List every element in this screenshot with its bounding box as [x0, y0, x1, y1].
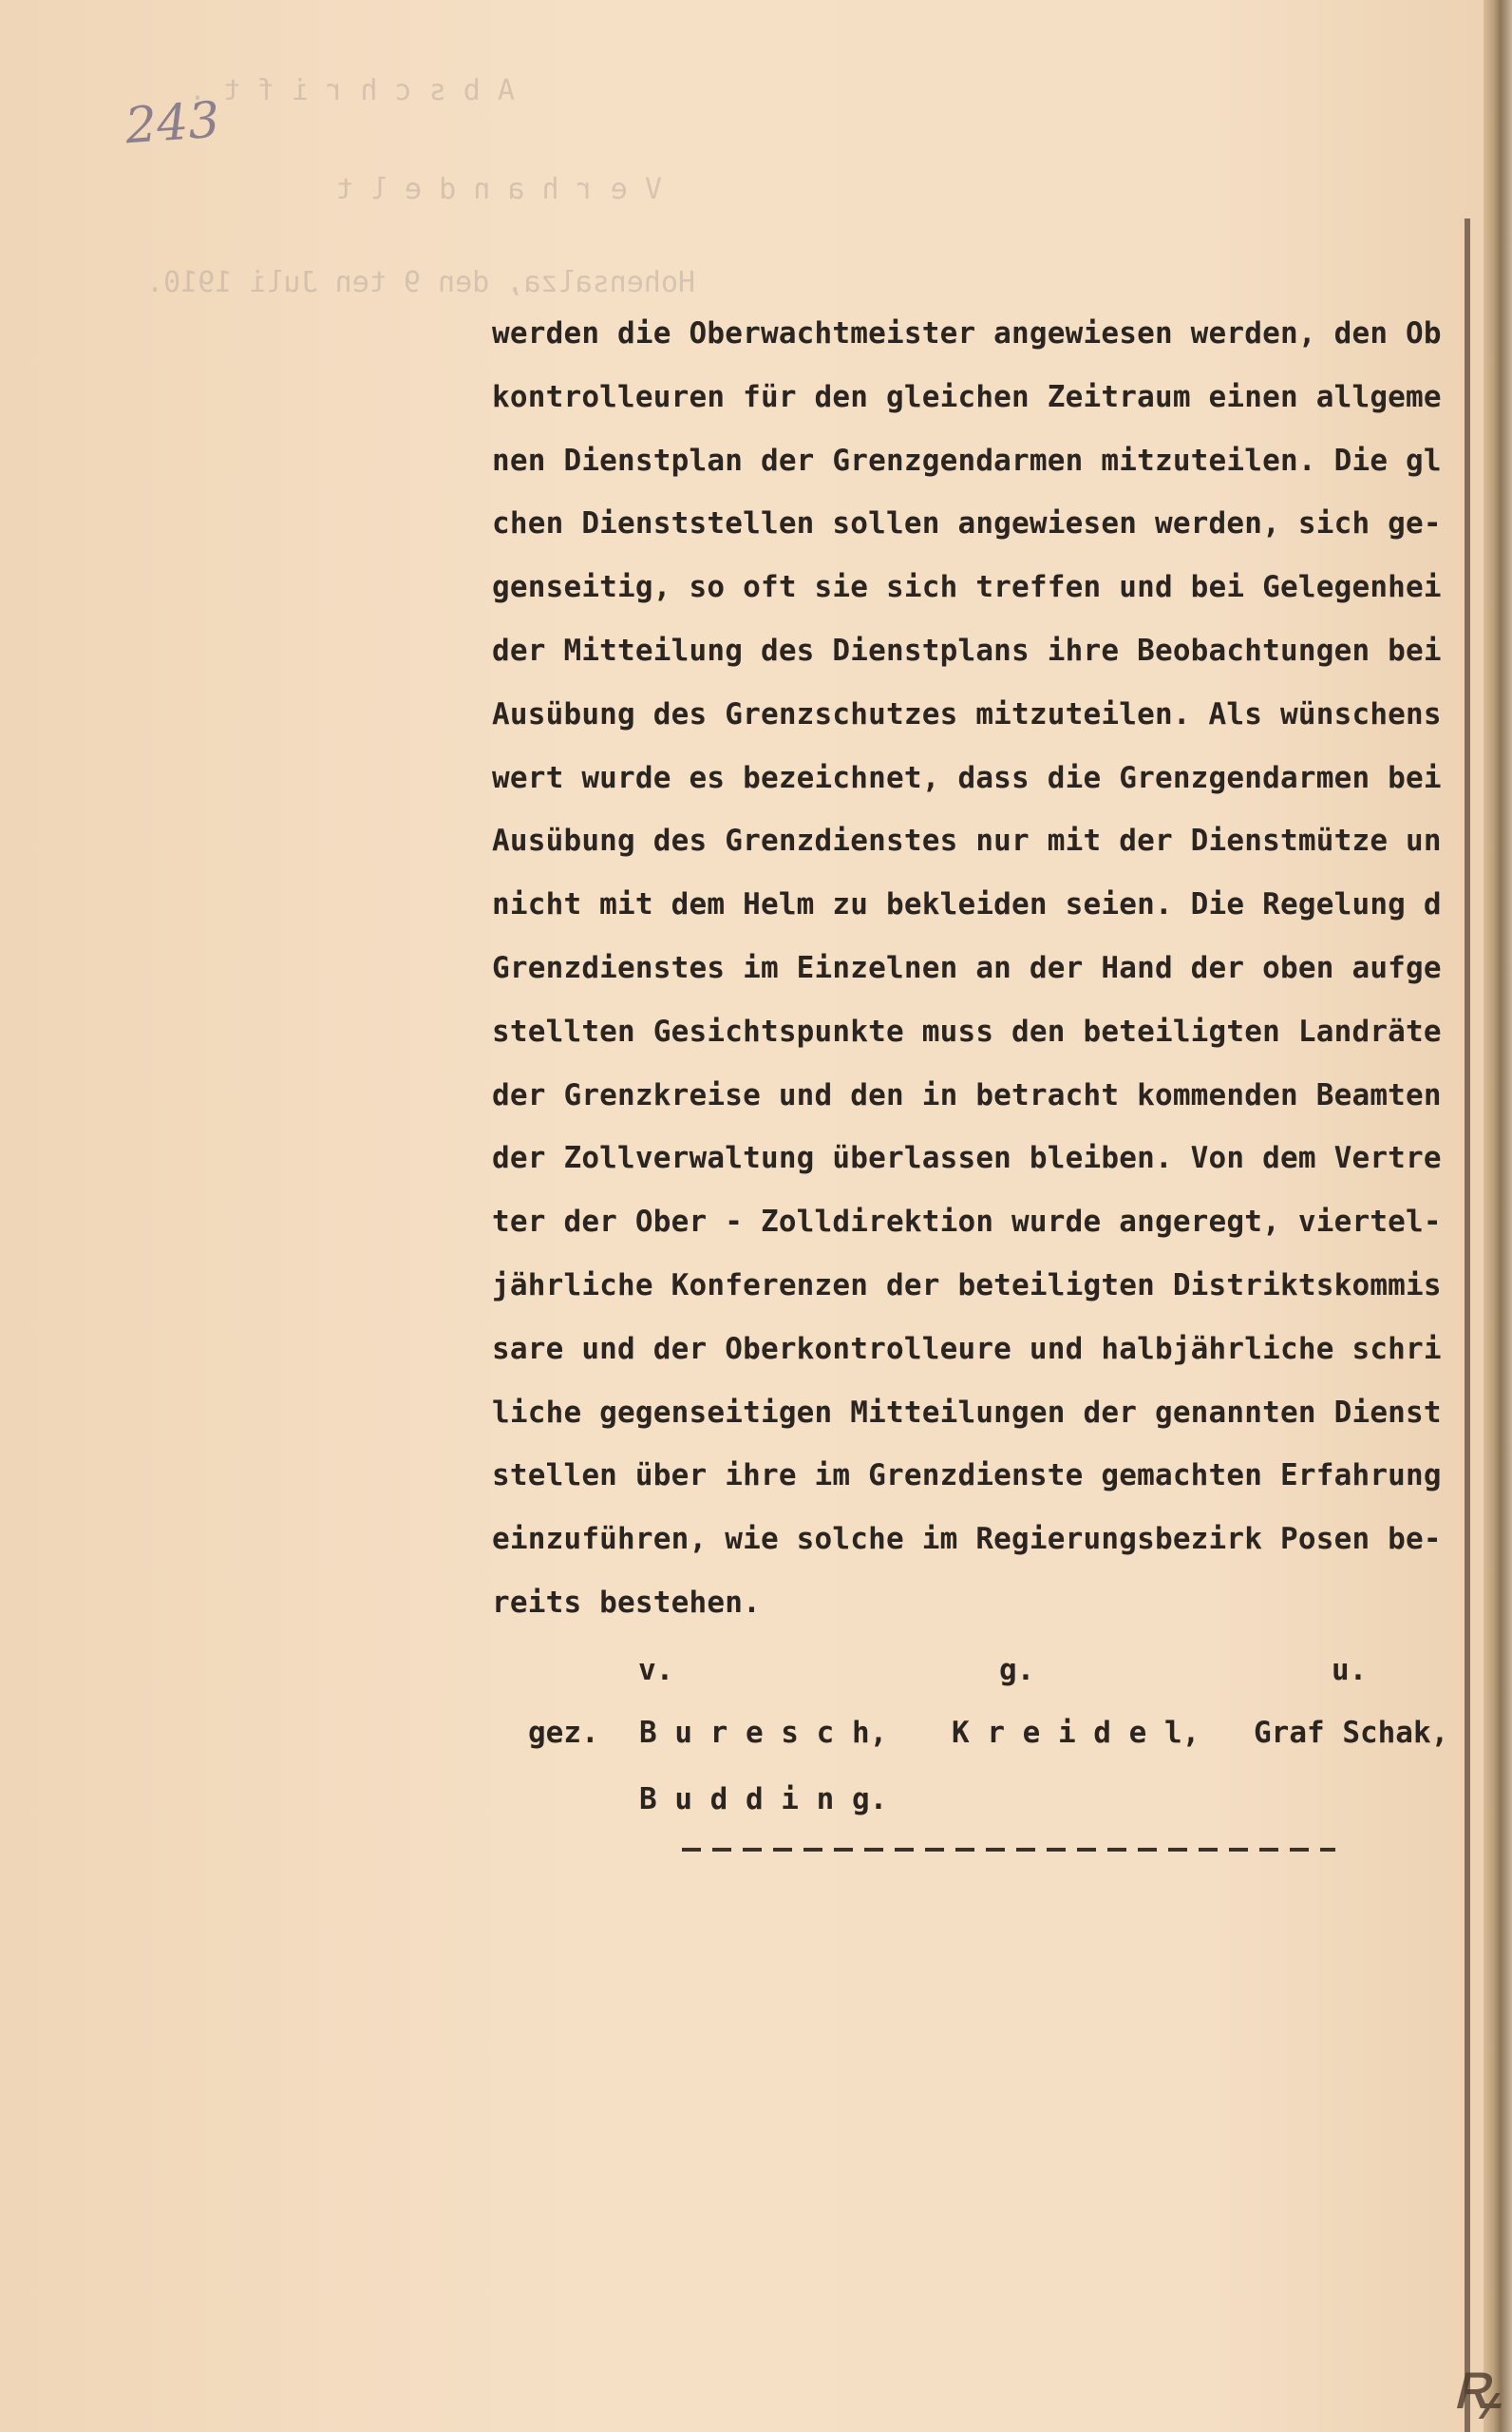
text-line: nicht mit dem Helm zu bekleiden seien. Die Regelung d [492, 887, 1442, 922]
text-line: jährliche Konferenzen der beteiligten Distriktskommis [492, 1267, 1442, 1302]
text-line: reits bestehen. [492, 1585, 761, 1620]
bleed-line: A b s c h r i f t . [188, 74, 515, 107]
closing-v: v. [638, 1653, 674, 1687]
text-line: einzuführen, wie solche im Regierungsbezirk Posen be- [492, 1522, 1442, 1557]
text-line: stellen über ihre im Grenzdienste gemachten Erfahrung [492, 1458, 1442, 1493]
text-line: sare und der Oberkontrolleure und halbjährliche schri [492, 1331, 1442, 1366]
signature-buresch: B u r e s c h, [639, 1716, 888, 1750]
text-line: der Mitteilung des Dienstplans ihre Beobachtungen bei [492, 633, 1442, 668]
folio-number: 243 [123, 91, 222, 156]
text-line: stellten Gesichtspunkte muss den beteiligten Landräte [492, 1014, 1442, 1049]
closing-dashed-rule [682, 1848, 1335, 1852]
document-body [492, 302, 1475, 1635]
text-line: Ausübung des Grenzdienstes nur mit der Dienstmütze un [492, 824, 1442, 859]
signature-kreidel: K r e i d e l, [952, 1716, 1200, 1750]
page-fold-line [1465, 218, 1470, 2432]
signature-budding: B u d d i n g. [639, 1782, 888, 1816]
text-line: Ausübung des Grenzschutzes mitzuteilen. Als wünschens [492, 696, 1442, 732]
text-line: der Grenzkreise und den in betracht kommenden Beamten [492, 1077, 1442, 1112]
text-line: liche gegenseitigen Mitteilungen der genannten Dienst [492, 1395, 1442, 1430]
text-line: werden die Oberwachtmeister angewiesen werden, den Ob [492, 316, 1442, 351]
closing-u: u. [1332, 1653, 1368, 1687]
text-line: ter der Ober - Zolldirektion wurde angeregt, viertel- [492, 1205, 1442, 1240]
closing-g: g. [999, 1653, 1035, 1687]
text-line: kontrolleuren für den gleichen Zeitraum einen allgeme [492, 379, 1442, 414]
text-line: chen Dienststellen sollen angewiesen werden, sich ge- [492, 506, 1442, 542]
page-edge [1484, 0, 1512, 2432]
text-line: Grenzdienstes im Einzelnen an der Hand der oben aufge [492, 950, 1442, 985]
text-line: der Zollverwaltung überlassen bleiben. Von dem Vertre [492, 1141, 1442, 1176]
corner-handwritten-mark: ꝶ [1451, 2346, 1502, 2424]
bleed-line: Hohensalza, den 9 ten Juli 1910. [146, 266, 695, 299]
text-line: nen Dienstplan der Grenzgendarmen mitzuteilen. Die gl [492, 443, 1442, 478]
bleed-line: V e r h a n d e l t [335, 173, 662, 206]
text-line: genseitig, so oft sie sich treffen und bei Gelegenhei [492, 570, 1442, 605]
text-line: wert wurde es bezeichnet, dass die Grenzgendarmen bei [492, 760, 1442, 795]
signed-prefix: gez. [528, 1716, 599, 1750]
signature-graf-schak: Graf Schak, [1254, 1716, 1449, 1750]
